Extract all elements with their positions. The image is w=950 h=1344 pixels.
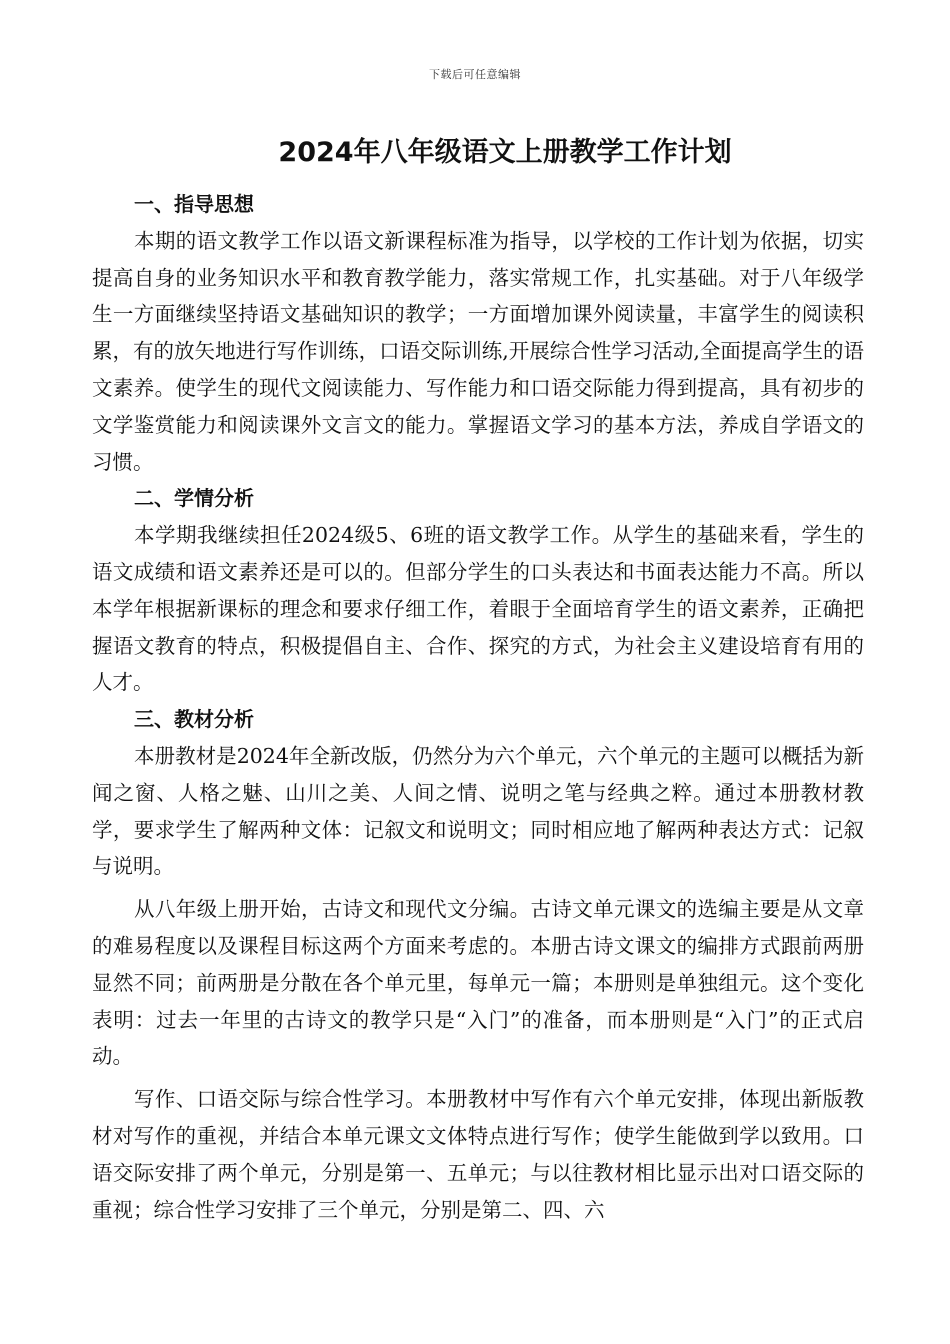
section-heading-textbook-analysis: 三、教材分析 [134, 707, 254, 732]
section-heading-student-analysis: 二、学情分析 [134, 486, 254, 511]
document-title: 2024年八年级语文上册教学工作计划 [278, 137, 732, 168]
document-body [92, 186, 864, 1228]
paragraph: 本期的语文教学工作以语文新课程标准为指导，以学校的工作计划为依据，切实提高自身的业务知识水平和教育教学能力，落实常规工作，扎实基础。对于八年级学生一方面继续坚持语文基础知识的教学；一方面增加课外阅读量，丰富学生的阅读积累，有的放矢地进行写作训练，口语交际训练,开展综合性学习活动,全面提高学生的语文素养。使学生的现代文阅读能力、写作能力和口语交际能力得到提高，具有初步的文学鉴赏能力和阅读课外文言文的能力。掌握语文学习的基本方法，养成自学语文的习惯。 [92, 228, 864, 474]
section-heading-guiding-idea: 一、指导思想 [134, 192, 254, 216]
header-note: 下载后可任意编辑 [429, 68, 521, 81]
paragraph: 写作、口语交际与综合性学习。本册教材中写作有六个单元安排，体现出新版教材对写作的重视，并结合本单元课文文体特点进行写作；使学生能做到学以致用。口语交际安排了两个单元，分别是第一、五单元；与以往教材相比显示出对口语交际的重视；综合性学习安排了三个单元，分别是第二、四、六 [92, 1087, 864, 1222]
paragraph: 从八年级上册开始，古诗文和现代文分编。古诗文单元课文的选编主要是从文章的难易程度以及课程目标这两个方面来考虑的。本册古诗文课文的编排方式跟前两册显然不同；前两册是分散在各个单元里，每单元一篇；本册则是单独组元。这个变化表明：过去一年里的古诗文的教学只是“入门”的准备，而本册则是“入门”的正式启动。 [92, 897, 864, 1069]
paragraph: 本册教材是2024年全新改版，仍然分为六个单元，六个单元的主题可以概括为新闻之窗、人格之魅、山川之美、人间之情、说明之笔与经典之粹。通过本册教材教学，要求学生了解两种文体：记叙文和说明文；同时相应地了解两种表达方式：记叙与说明。 [92, 743, 864, 879]
paragraph: 本学期我继续担任2024级5、6班的语文教学工作。从学生的基础来看，学生的语文成绩和语文素养还是可以的。但部分学生的口头表达和书面表达能力不高。所以本学年根据新课标的理念和要求仔细工作，着眼于全面培育学生的语文素养，正确把握语文教育的特点，积极提倡自主、合作、探究的方式，为社会主义建设培育有用的人才。 [92, 523, 864, 695]
